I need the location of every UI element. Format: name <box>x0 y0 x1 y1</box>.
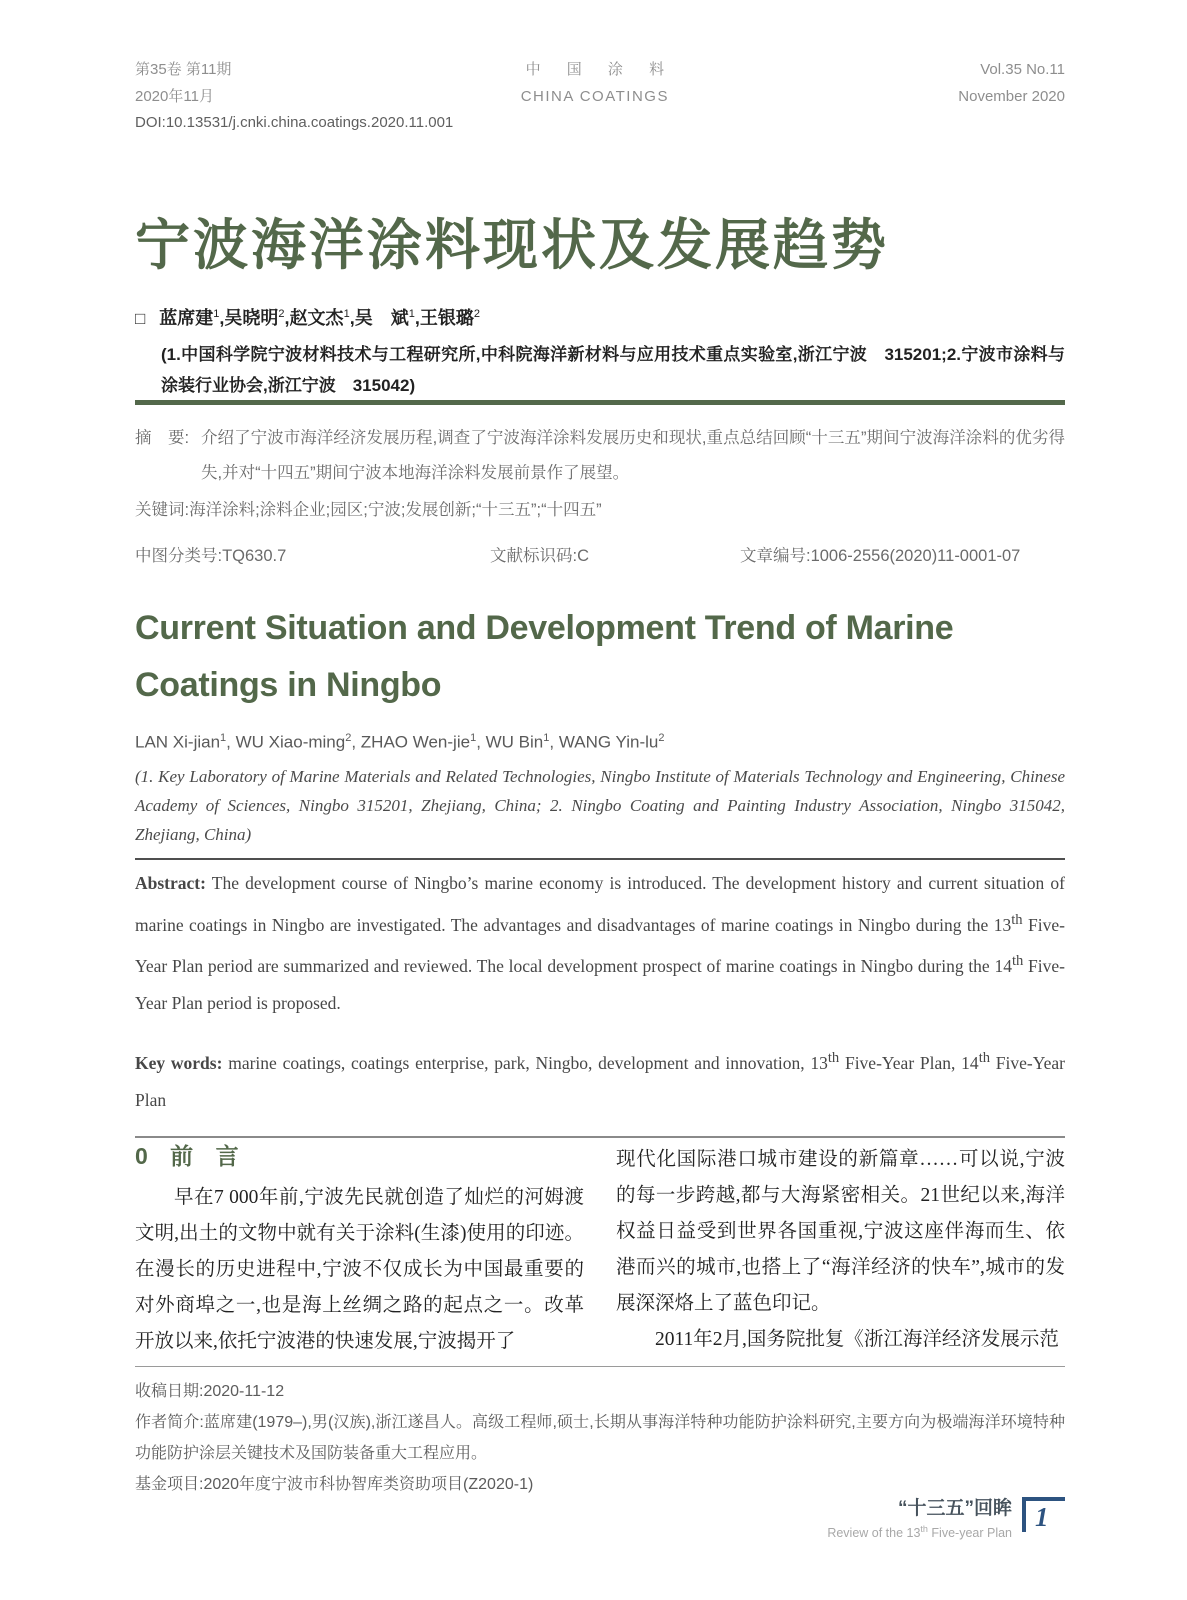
abstract-label-cn: 摘 要: <box>135 429 190 447</box>
journal-name-en: CHINA COATINGS <box>520 88 669 105</box>
journal-name-cn: 中 国 涂 料 <box>525 61 676 78</box>
author-name-en: LAN Xi-jian <box>135 732 221 752</box>
footnote-author-bio: 作者简介:蓝席建(1979–),男(汉族),浙江遂昌人。高级工程师,硕士,长期从事海洋特种功能防护涂料研究,主要方向为极端海洋环境特种功能防护涂层关键技术及国防装备重大工程应用。 <box>135 1414 1065 1462</box>
volume-issue-cn: 第35卷 第11期 <box>135 61 232 78</box>
left-column <box>135 1142 584 1360</box>
section-heading-intro: 0 前 言 <box>135 1143 239 1169</box>
article-body <box>135 1142 1065 1360</box>
body-paragraph: 现代化国际港口城市建设的新篇章……可以说,宁波的每一步跨越,都与大海紧密相关。21世纪以来,海洋权益日益受到世界各国重视,宁波这座伴海而生、依港而兴的城市,也搭上了“海洋经济的快车”,城市的发展深深烙上了蓝色印记。 <box>616 1149 1065 1314</box>
body-paragraph: 早在7 000年前,宁波先民就创造了灿烂的河姆渡文明,出土的文物中就有关于涂料(生漆)使用的印迹。在漫长的历史进程中,宁波不仅成长为中国最重要的对外商埠之一,也是海上丝绸之路的起点之一。改革开放以来,依托宁波港的快速发展,宁波揭开了 <box>135 1187 584 1352</box>
affiliation-en: (1. Key Laboratory of Marine Materials and Related Technologies, Ningbo Institute of Materials Technology and Engineering, Chinese Academy of Sciences, Ningbo 315201, Zhejiang, China; 2. Ningbo Coating and Painting Industry Association, Ningbo 315042, Zhejiang, China) <box>135 766 1065 844</box>
right-column <box>616 1142 1065 1360</box>
author-name: 蓝席建 <box>159 308 214 328</box>
author-sep: , <box>219 308 225 328</box>
doi: DOI:10.13531/j.cnki.china.coatings.2020.11.001 <box>135 114 454 131</box>
author-sep: , <box>284 308 290 328</box>
abstract-text-en: The development course of Ningbo’s marine economy is introduced. The development history and current situation of marine coatings in Ningbo are investigated. The advantages and disadvantages of marine coatings in Ningbo during the 13 <box>135 872 1065 935</box>
author-name: 吴 斌 <box>354 308 409 328</box>
ordinal-sup: th <box>827 1049 840 1066</box>
article-id: 文章编号:1006-2556(2020)11-0001-07 <box>740 547 1021 565</box>
keywords-text-cn: 海洋涂料;涂料企业;园区;宁波;发展创新;“十三五”;“十四五” <box>189 501 602 519</box>
author-name: 吴晓明 <box>224 308 279 328</box>
author-sup: 2 <box>473 308 480 320</box>
footer-banner-en-text: Review of the 13 <box>827 1526 921 1541</box>
author-sup: 1 <box>213 308 220 320</box>
author-sep-en: , <box>476 732 486 752</box>
abstract-text-en: Five-Year Plan period is proposed. <box>135 956 1065 1014</box>
footnote-received-date: 收稿日期:2020-11-12 <box>135 1383 285 1400</box>
footnote-fund-project: 基金项目:2020年度宁波市科协智库类资助项目(Z2020-1) <box>135 1476 534 1493</box>
keywords-en <box>135 1040 1065 1119</box>
affiliation-cn: (1.中国科学院宁波材料技术与工程研究所,中科院海洋新材料与应用技术重点实验室,浙江宁波 315201;2.宁波市涂料与涂装行业协会,浙江宁波 315042) <box>161 345 1065 395</box>
ordinal-sup: th <box>1011 953 1024 970</box>
journal-header <box>135 56 1065 110</box>
authors-en <box>135 732 1065 753</box>
author-name-en: ZHAO Wen-jie <box>360 732 471 752</box>
journal-name <box>515 56 676 110</box>
page-footer <box>135 1497 1065 1541</box>
author-name: 赵文杰 <box>289 308 344 328</box>
abstract-block-cn <box>135 400 1065 566</box>
author-name: 王银璐 <box>419 308 474 328</box>
volume-issue-en: Vol.35 No.11 <box>980 61 1065 78</box>
author-sup-en: 1 <box>543 732 550 744</box>
author-sep-en: , <box>549 732 559 752</box>
date-cn: 2020年11月 <box>135 88 214 105</box>
title-block <box>135 212 1065 401</box>
author-sup-en: 2 <box>658 732 665 744</box>
article-title-cn: 宁波海洋涂料现状及发展趋势 <box>135 214 890 276</box>
ordinal-sup: th <box>920 1524 928 1534</box>
author-name-en: WANG Yin-lu <box>558 732 659 752</box>
abstract-text-cn: 介绍了宁波市海洋经济发展历程,调查了宁波海洋涂料发展历史和现状,重点总结回顾“十三五”期间宁波海洋涂料的优劣得失,并对“十四五”期间宁波本地海洋涂料发展前景作了展望。 <box>201 429 1065 482</box>
author-sep: , <box>414 308 420 328</box>
author-sup-en: 1 <box>470 732 477 744</box>
author-sup: 1 <box>343 308 350 320</box>
author-marker-icon: □ <box>135 309 146 328</box>
horizontal-rule <box>135 1136 1065 1138</box>
author-sep-en: , <box>226 732 236 752</box>
footer-banner-en <box>827 1521 1012 1541</box>
author-name-en: WU Xiao-ming <box>235 732 346 752</box>
footer-banner-en-text: Five-year Plan <box>927 1526 1012 1541</box>
section-divider-bar <box>135 400 1065 405</box>
keywords-text-en: marine coatings, coatings enterprise, park, Ningbo, development and innovation, 13 <box>222 1052 828 1073</box>
header-left <box>135 56 231 110</box>
keywords-label-en: Key words: <box>135 1052 223 1073</box>
author-sup-en: 2 <box>345 732 352 744</box>
abstract-text-en: Five-Year Plan period are summarized and reviewed. The local development prospect of marine coatings in Ningbo during the 14 <box>135 914 1065 977</box>
author-sup: 2 <box>278 308 285 320</box>
ordinal-sup: th <box>978 1049 991 1066</box>
english-block <box>135 600 1065 1138</box>
page-number: 1 <box>1022 1497 1065 1532</box>
keywords-label-cn: 关键词: <box>135 501 190 519</box>
ordinal-sup: th <box>1011 911 1023 928</box>
date-en: November 2020 <box>958 88 1065 105</box>
author-sep-en: , <box>351 732 361 752</box>
authors-cn <box>135 304 1065 330</box>
footnote-block <box>135 1366 1065 1500</box>
horizontal-rule <box>135 858 1065 860</box>
document-code: 文献标识码:C <box>490 547 589 565</box>
keywords-text-en: Five-Year Plan <box>135 1052 1065 1110</box>
abstract-label-en: Abstract: <box>135 872 206 893</box>
footer-banner <box>827 1497 1012 1541</box>
classification-row <box>135 542 1065 566</box>
article-title-en: Current Situation and Development Trend of Marine Coatings in Ningbo <box>135 609 954 704</box>
clc-number: 中图分类号:TQ630.7 <box>135 547 287 565</box>
body-paragraph: 2011年2月,国务院批复《浙江海洋经济发展示范 <box>655 1329 1059 1350</box>
footer-banner-cn: “十三五”回眸 <box>897 1498 1012 1519</box>
author-sup-en: 1 <box>220 732 227 744</box>
author-sep: , <box>349 308 355 328</box>
keywords-cn <box>135 494 1065 526</box>
header-right <box>958 56 1065 110</box>
author-sup: 1 <box>408 308 415 320</box>
author-name-en: WU Bin <box>485 732 544 752</box>
abstract-cn <box>135 421 1065 491</box>
abstract-en <box>135 865 1065 1023</box>
keywords-text-en: Five-Year Plan, 14 <box>839 1052 979 1073</box>
